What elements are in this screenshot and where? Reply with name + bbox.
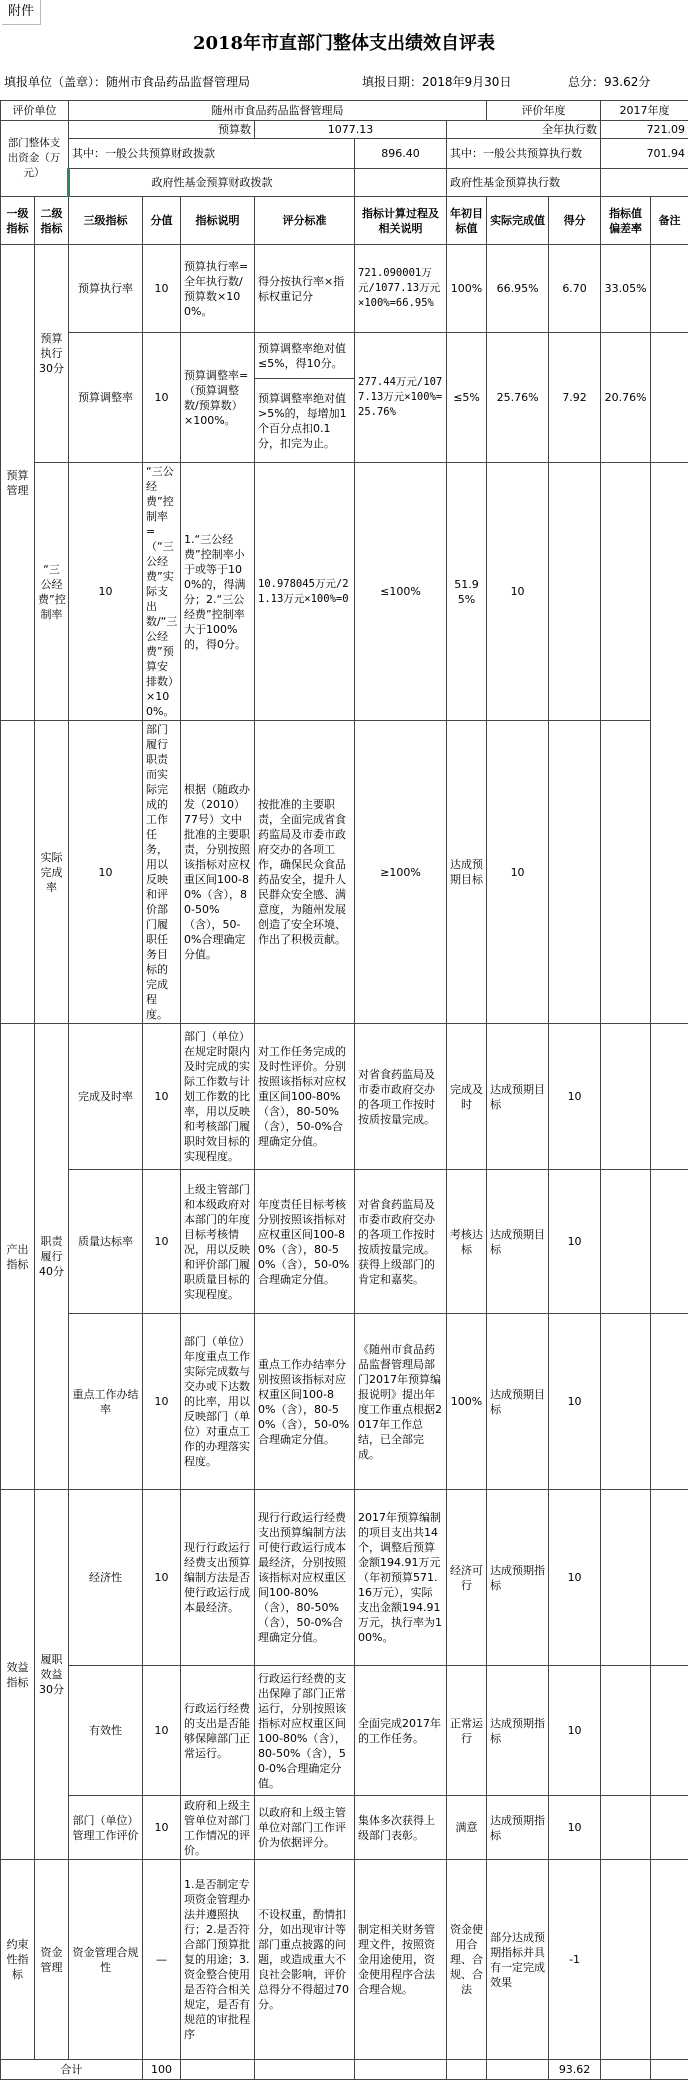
indicator-actual: 达成预期目标 [487,1024,549,1170]
general-exec-value: 701.94 [601,139,688,169]
budget-label: 预算数 [69,121,255,139]
indicator-name: 经济性 [69,1490,143,1666]
indicator-desc: 预算调整率=（预算调整数/预算数）×100%。 [181,333,255,463]
indicator-score: 10 [143,1490,181,1666]
table-row [1,1170,688,1314]
group-budget-exec: 预算执行30分 [35,245,69,463]
indicator-got: 7.92 [549,333,601,463]
indicator-calc: 集体多次获得上级部门表彰。 [355,1796,447,1860]
indicator-desc: 政府和上级主管单位对部门工作情况的评价。 [181,1796,255,1860]
group-effect-sub: 履职效益30分 [35,1490,69,1860]
total-score-cell: 100 [143,2060,181,2080]
total-empty [181,2060,255,2080]
indicator-target: ≤5% [447,333,487,463]
header-cell: 备注 [651,197,688,245]
indicator-got: 10 [549,1796,601,1860]
indicator-actual: 达成预期目标 [487,1170,549,1314]
indicator-name: 资金管理合规性 [69,1860,143,2060]
indicator-calc: 721.090001万元/1077.13万元×100%=66.95% [355,245,447,333]
indicator-got: 10 [549,1666,601,1796]
indicator-calc: 277.44万元/1077.13万元×100%=25.76% [355,333,447,463]
indicator-calc: 2017年预算编制的项目支出共14个，调整后预算金额194.91万元（年初预算571.16万元），实际支出金额194.91万元，执行率为100%。 [355,1490,447,1666]
indicator-dev [601,1490,651,1666]
indicator-standard: 以政府和上级主管单位对部门工作评价为依据评分。 [255,1796,355,1860]
eval-unit-label: 评价单位 [1,101,69,121]
annex-label: 附件 [2,0,41,25]
indicator-got: 10 [549,1024,601,1170]
indicator-name: 完成及时率 [69,1024,143,1170]
header-cell: 指标值偏差率 [601,197,651,245]
indicator-desc: 1.是否制定专项资金管理办法并遵照执行；2.是否符合部门预算批复的用途；3.资金整合使用是否符合相关规定，是否有规范的审批程序 [181,1860,255,2060]
indicator-note [651,1170,688,1314]
indicator-target: 考核达标 [447,1170,487,1314]
indicator-note [651,333,688,463]
evaluation-table [0,100,688,2080]
indicator-note [651,1490,688,1666]
indicator-got: 10 [549,1170,601,1314]
indicator-standard: 根据（随政办发（2010）77号）文中批准的主要职责，分别按照该指标对应权重区间100-80%（含），80-50%（含），50-0%合理确定分值。 [181,721,255,1024]
indicator-got: 10 [487,463,549,721]
header-cell: 三级指标 [69,197,143,245]
indicator-desc: 部门履行职责而实际完成的工作任务，用以反映和评价部门履职任务目标的完成程度。 [143,721,181,1024]
indicator-desc: 行政运行经费的支出是否能够保障部门正常运行。 [181,1666,255,1796]
indicator-target: 满意 [447,1796,487,1860]
total-empty [601,2060,651,2080]
indicator-actual: 达成预期指标 [487,1666,549,1796]
group-fund-mgmt: 资金管理 [35,1860,69,2060]
table-row [1,1024,688,1170]
fund-label: 政府性基金预算财政拨款 [69,169,355,197]
table-row [1,463,688,721]
eval-unit-value: 随州市食品药品监督管理局 [69,101,487,121]
indicator-standard: 对工作任务完成的及时性评价。分别按照该指标对应权重区间100-80%（含），80-50%（含），50-0%合理确定分值。 [255,1024,355,1170]
filling-unit: 填报单位（盖章）：随州市食品药品监督管理局 [4,68,250,96]
total-row [1,2060,688,2080]
indicator-desc: “三公经费”控制率=（“三公经费”实际支出数/“三公经费”预算安排数）×100%。 [143,463,181,721]
group-budget-exec-empty [1,721,35,1024]
total-empty [447,2060,487,2080]
header-cell: 分值 [143,197,181,245]
table-header [1,197,688,245]
indicator-dev [549,721,601,1024]
funds-label: 部门整体支出资金（万元） [1,121,69,197]
funds-row-budget [1,121,688,139]
indicator-got: -1 [549,1860,601,2060]
indicator-score: 10 [143,245,181,333]
group-duty: 职责履行40分 [35,1024,69,1490]
indicator-actual: 达成预期指标 [487,1796,549,1860]
indicator-score: 10 [143,1170,181,1314]
funds-row-fund [1,169,688,197]
table-row [1,1490,688,1666]
fund-exec-label: 政府性基金预算执行数 [447,169,601,197]
indicator-actual: 部分达成预期指标并具有一定完成效果 [487,1860,549,2060]
group-effect: 效益指标 [1,1490,35,1860]
indicator-target: ≤100% [355,463,447,721]
indicator-dev [601,1024,651,1170]
table-row [1,1314,688,1490]
indicator-standard-b: 预算调整率绝对值>5%的，每增加1个百分点扣0.1分，扣完为止。 [255,379,355,463]
indicator-name: 重点工作办结率 [69,1314,143,1490]
indicator-calc: 《随州市食品药品监督管理局部门2017年预算编报说明》提出年度工作重点根据2017年工作总结，已全部完成。 [355,1314,447,1490]
indicator-actual: 达成预期目标 [487,1314,549,1490]
indicator-standard: 1.“三公经费”控制率小于或等于100%的，得满分；2.“三公经费”控制率大于100%的，得0分。 [181,463,255,721]
indicator-dev: 33.05% [601,245,651,333]
table-row [1,245,688,333]
indicator-dev [601,1796,651,1860]
indicator-calc: 全面完成2017年的工作任务。 [355,1666,447,1796]
header-cell: 二级指标 [35,197,69,245]
total-label: 合计 [1,2060,143,2080]
table-row [1,1796,688,1860]
indicator-target: 完成及时 [447,1024,487,1170]
exec-value: 721.09 [601,121,688,139]
group-output: 产出指标 [1,1024,35,1490]
indicator-name: 预算调整率 [69,333,143,463]
indicator-desc: 部门（单位）年度重点工作实际完成数与交办或下达数的比率，用以反映部门（单位）对重点工作的办理落实程度。 [181,1314,255,1490]
indicator-dev: 20.76% [601,333,651,463]
indicator-calc: 制定相关财务管理文件，按照资金用途使用，资金使用程序合法合理合规。 [355,1860,447,2060]
indicator-name: 质量达标率 [69,1170,143,1314]
indicator-score: 10 [143,1024,181,1170]
exec-label: 全年执行数 [447,121,601,139]
indicator-score: 10 [69,721,143,1024]
indicator-score: 10 [69,463,143,721]
total-empty [487,2060,549,2080]
indicator-score: 10 [143,333,181,463]
indicator-note [651,245,688,333]
header-cell: 指标说明 [181,197,255,245]
indicator-score: 10 [143,1666,181,1796]
indicator-standard: 现行行政运行经费支出预算编制方法可使行政运行成本最经济，分别按照该指标对应权重区间100-80%（含），80-50%（含），50-0%合理确定分值。 [255,1490,355,1666]
indicator-dev [549,463,601,721]
header-cell: 实际完成值 [487,197,549,245]
general-exec-label: 其中：一般公共预算执行数 [447,139,601,169]
indicator-score: — [143,1860,181,2060]
indicator-target: 100% [447,1314,487,1490]
page-title: 2018年市直部门整体支出绩效自评表 [0,26,688,62]
indicator-dev [601,1666,651,1796]
group-constraint: 约束性指标 [1,1860,35,2060]
indicator-note [651,1796,688,1860]
indicator-dev [601,1170,651,1314]
indicator-actual: 66.95% [487,245,549,333]
indicator-actual: 51.95% [447,463,487,721]
header-cell: 评分标准 [255,197,355,245]
indicator-standard: 重点工作办结率分别按照该指标对应权重区间100-80%（含），80-50%（含），50-0%合理确定分值。 [255,1314,355,1490]
indicator-name: 实际完成率 [35,721,69,1024]
fund-exec-value [601,169,688,197]
indicator-target: 正常运行 [447,1666,487,1796]
indicator-desc: 部门（单位）在规定时限内及时完成的实际工作数与计划工作数的比率，用以反映和考核部门履职时效目标的实现程度。 [181,1024,255,1170]
indicator-note [651,1024,688,1170]
indicator-got: 10 [549,1490,601,1666]
header-cell: 年初目标值 [447,197,487,245]
total-got-cell: 93.62 [549,2060,601,2080]
indicator-standard: 行政运行经费的支出保障了部门正常运行，分别按照该指标对应权重区间100-80%（含），80-50%（含），50-0%合理确定分值。 [255,1666,355,1796]
fund-value [355,169,447,197]
indicator-target: 100% [447,245,487,333]
table-row [1,333,688,379]
indicator-calc: 按批准的主要职责，全面完成省食药监局及市委市政府交办的各项工作，确保民众食品药品安全，提升人民群众安全感、满意度，为随州发展创造了安全环境、作出了积极贡献。 [255,721,355,1024]
indicator-actual: 达成预期目标 [447,721,487,1024]
indicator-score: 10 [143,1314,181,1490]
budget-value: 1077.13 [255,121,447,139]
indicator-target: 资金使用合理、合规、合法 [447,1860,487,2060]
indicator-name: 部门（单位）管理工作评价 [69,1796,143,1860]
indicator-actual: 25.76% [487,333,549,463]
indicator-name: “三公经费”控制率 [35,463,69,721]
indicator-got: 10 [487,721,549,1024]
indicator-name: 预算执行率 [69,245,143,333]
indicator-dev [601,1314,651,1490]
indicator-standard: 得分按执行率×指标权重记分 [255,245,355,333]
indicator-note [601,721,651,1024]
header-cell: 指标计算过程及相关说明 [355,197,447,245]
total-empty [355,2060,447,2080]
total-empty [651,2060,688,2080]
indicator-standard: 不设权重，酌情扣分，如出现审计等部门重点披露的问题，或造成重大不良社会影响，评价总得分不得超过70分。 [255,1860,355,2060]
indicator-desc: 上级主管部门和本级政府对本部门的年度目标考核情况，用以反映和评价部门履职质量目标的实现程度。 [181,1170,255,1314]
indicator-standard-a: 预算调整率绝对值≤5%，得10分。 [255,333,355,379]
table-row [1,1666,688,1796]
indicator-note [651,1666,688,1796]
indicator-note [601,463,651,721]
funds-row-general [1,139,688,169]
total-empty [255,2060,355,2080]
general-value: 896.40 [355,139,447,169]
eval-year-label: 评价年度 [487,101,601,121]
indicator-calc: 10.978045万元/21.13万元×100%=0 [255,463,355,721]
indicator-standard: 年度责任目标考核分别按照该指标对应权重区间100-80%（含），80-50%（含），50-0%合理确定分值。 [255,1170,355,1314]
indicator-note [651,1314,688,1490]
indicator-calc: 对省食药监局及市委市政府交办的各项工作按时按质按量完成。获得上级部门的肯定和嘉奖。 [355,1170,447,1314]
indicator-score: 10 [143,1796,181,1860]
group-budget-mgmt: 预算管理 [1,245,35,721]
filling-date: 填报日期：2018年9月30日 [362,68,511,96]
indicator-calc: 对省食药监局及市委市政府交办的各项工作按时按质按量完成。 [355,1024,447,1170]
indicator-desc: 现行行政运行经费支出预算编制方法是否使行政运行成本最经济。 [181,1490,255,1666]
indicator-target: ≥100% [355,721,447,1024]
general-label: 其中：一般公共预算财政拨款 [69,139,355,169]
header-cell: 一级指标 [1,197,35,245]
indicator-name: 有效性 [69,1666,143,1796]
indicator-got: 10 [549,1314,601,1490]
table-row [1,721,688,1024]
indicator-target: 经济可行 [447,1490,487,1666]
indicator-actual: 达成预期指标 [487,1490,549,1666]
header-cell: 得分 [549,197,601,245]
eval-unit-row [1,101,688,121]
indicator-desc: 预算执行率=全年执行数/预算数×100%。 [181,245,255,333]
eval-year-value: 2017年度 [601,101,688,121]
total-score: 总分：93.62分 [568,68,650,96]
indicator-got: 6.70 [549,245,601,333]
